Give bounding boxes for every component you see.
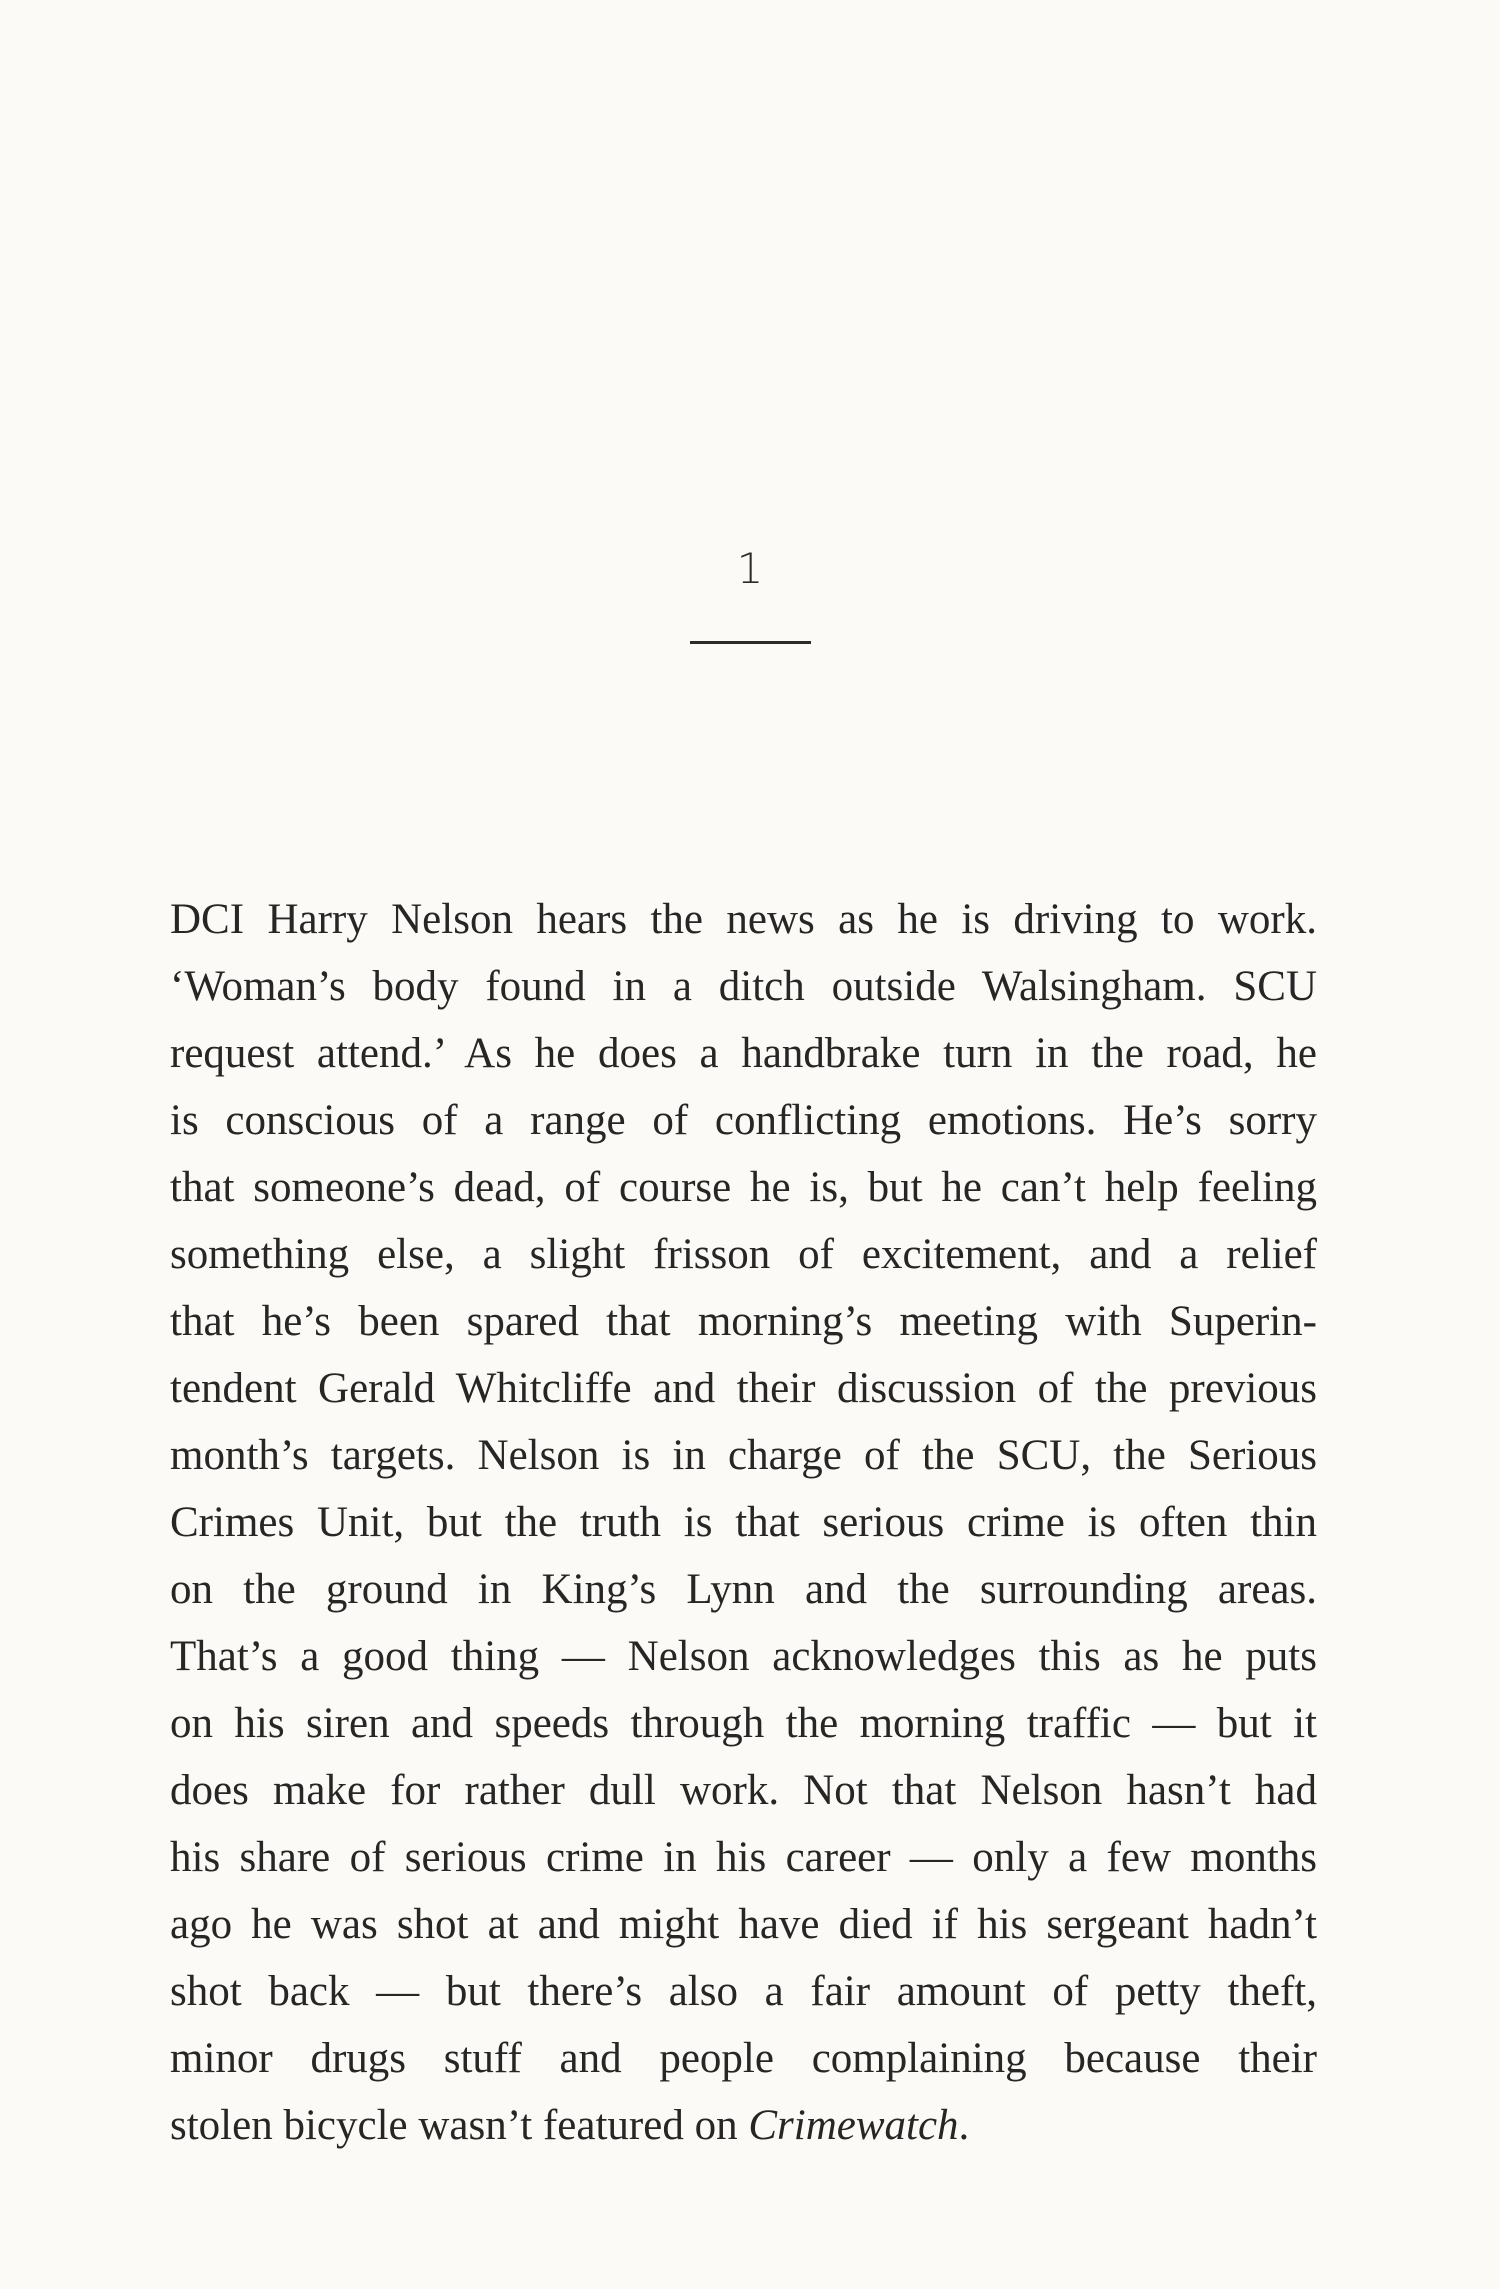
text-line: that someone’s dead, of course he is, but he can’t help feeling xyxy=(170,1164,1317,1211)
text-line: on his siren and speeds through the morning traffic — but it xyxy=(170,1700,1317,1747)
text-line: does make for rather dull work. Not that Nelson hasn’t had xyxy=(170,1767,1317,1814)
programme-title: Crimewatch xyxy=(748,2102,959,2149)
text-line: his share of serious crime in his career — only a few months xyxy=(170,1834,1317,1881)
text-line: month’s targets. Nelson is in charge of the SCU, the Serious xyxy=(170,1432,1317,1479)
text-line: something else, a slight frisson of excitement, and a relief xyxy=(170,1231,1317,1278)
last-line-text: stolen bicycle wasn’t featured on xyxy=(170,2102,749,2149)
text-line: shot back — but there’s also a fair amount of petty theft, xyxy=(170,1968,1317,2015)
chapter-number: 1 xyxy=(736,544,764,593)
text-line: tendent Gerald Whitcliffe and their discussion of the previous xyxy=(170,1365,1317,1412)
text-line: ‘Woman’s body found in a ditch outside Walsingham. SCU xyxy=(170,963,1317,1010)
text-line: is conscious of a range of conflicting emotions. He’s sorry xyxy=(170,1097,1317,1144)
chapter-body-text xyxy=(170,886,1317,2159)
text-line: DCI Harry Nelson hears the news as he is driving to work. xyxy=(170,896,1317,943)
text-line-last xyxy=(170,2092,1317,2159)
last-line-period: . xyxy=(958,2102,970,2149)
text-line: ago he was shot at and might have died if his sergeant hadn’t xyxy=(170,1901,1317,1948)
text-line: request attend.’ As he does a handbrake turn in the road, he xyxy=(170,1030,1317,1077)
text-line: Crimes Unit, but the truth is that serious crime is often thin xyxy=(170,1499,1317,1546)
text-line: that he’s been spared that morning’s meeting with Superin- xyxy=(170,1298,1317,1345)
text-line: on the ground in King’s Lynn and the surrounding areas. xyxy=(170,1566,1317,1613)
text-line: That’s a good thing — Nelson acknowledges this as he puts xyxy=(170,1633,1317,1680)
chapter-rule xyxy=(690,641,811,644)
text-line: minor drugs stuff and people complaining because their xyxy=(170,2035,1317,2082)
